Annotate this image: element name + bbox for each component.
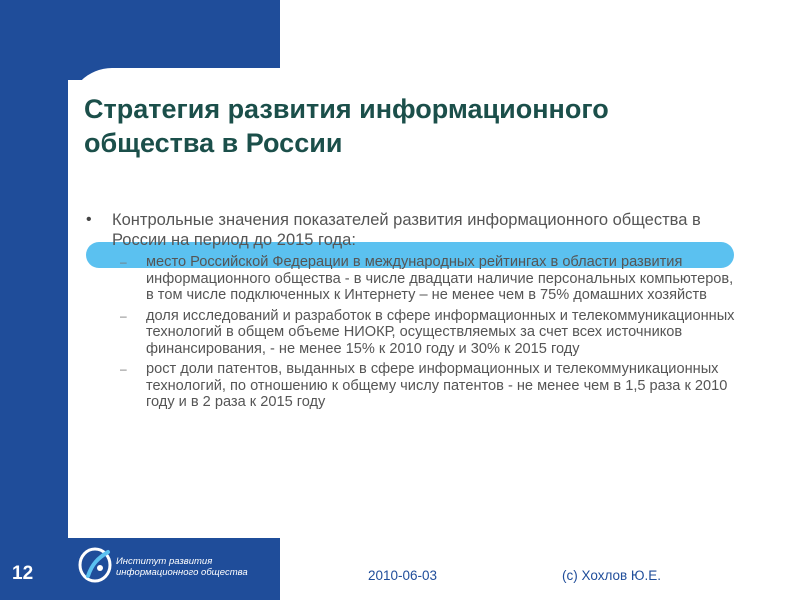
dash-icon: –: [120, 308, 127, 323]
institute-logo-icon: [78, 546, 112, 584]
dash-icon: –: [120, 255, 127, 269]
page-number: 12: [12, 563, 34, 584]
slide-body: [86, 210, 746, 415]
main-bullet: [86, 210, 746, 250]
sub-bullet-item: [120, 308, 736, 358]
footer-date: 2010-06-03: [368, 568, 438, 583]
sub-bullet-text: рост доли патентов, выданных в сфере информационных и телекоммуникационных технологий, по отношению к общему числу патентов - не менее чем в 1,5 раза к 2010 году и в 2 раза к 2015 году: [146, 361, 728, 410]
frame-left-stripe: [0, 0, 68, 600]
sub-bullet-item: [120, 361, 736, 411]
main-bullet-text: Контрольные значения показателей развития информационного общества в России на период до 2015 года:: [112, 211, 701, 249]
sub-bullet-text: доля исследований и разработок в сфере информационных и телекоммуникационных технологий в общем объеме НИОКР, осуществляемых за счет всех источников финансирования, - не менее 15% к 2010 году и 30% к 2015 году: [146, 307, 735, 357]
sub-bullet-text: место Российской Федерации в международных рейтингах в области развития информационного общества - в числе двадцати наличие персональных компьютеров, в том числе подключенных к Интернету – не менее чем в 75% домашних хозяйств: [146, 254, 734, 303]
sub-bullet-item: [120, 254, 736, 304]
footer-author: (c) Хохлов Ю.Е.: [562, 568, 662, 583]
sub-bullet-list: [86, 254, 746, 411]
bullet-dot-icon: •: [86, 211, 92, 228]
slide-title: Стратегия развития информационного общества в России: [84, 94, 609, 158]
dash-icon: –: [120, 362, 127, 376]
logo-text: Институт развития информационного общества: [116, 556, 248, 578]
